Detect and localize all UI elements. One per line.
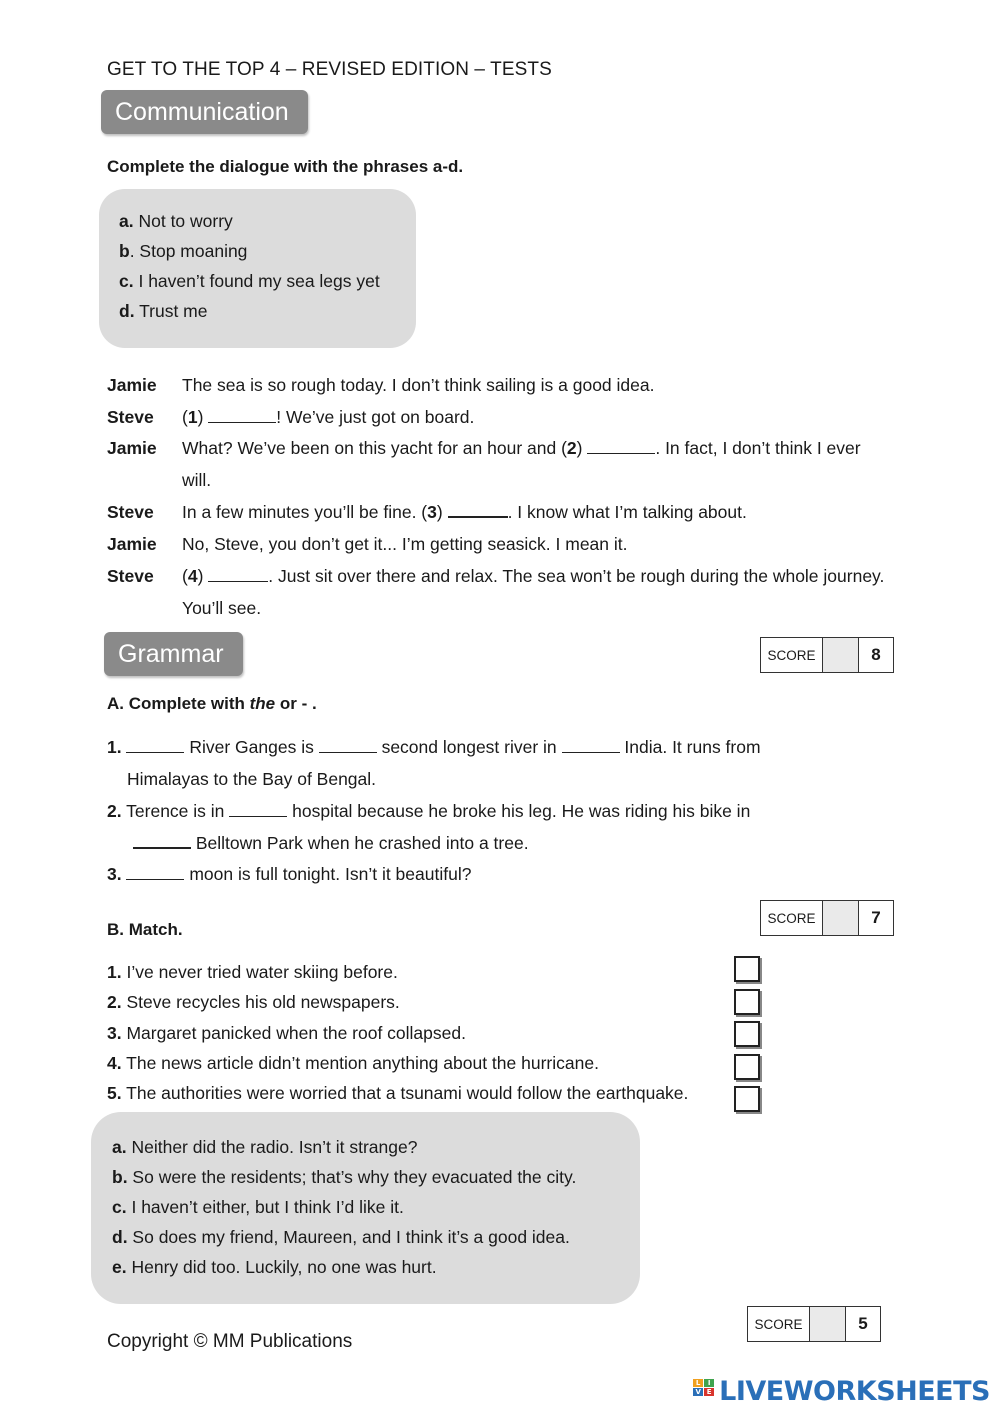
match-answer-a: a. Neither did the radio. Isn’t it strange? [112,1137,418,1157]
grammar-a-item: 1. River Ganges is second longest river in India. It runs from [107,737,761,757]
match-answer-b: b. So were the residents; that’s why they evacuated the city. [112,1167,577,1187]
answer-gap-3[interactable] [448,502,508,518]
dialogue-line: In a few minutes you’ll be fine. (3) . I know what I’m talking about. [182,502,747,522]
match-item: 3. Margaret panicked when the roof collapsed. [107,1023,466,1043]
match-item: 5. The authorities were worried that a tsunami would follow the earthquake. [107,1083,689,1103]
dialogue-line: (4) . Just sit over there and relax. The sea won’t be rough during the whole journey. [182,566,885,586]
the-gap[interactable] [229,802,287,817]
score-label: SCORE [761,638,823,672]
grammar-a-item: 3. moon is full tonight. Isn’t it beautiful? [107,864,472,884]
dialogue-speaker: Jamie [107,375,157,395]
match-answer-box[interactable] [734,956,760,982]
communication-score-box [760,637,894,673]
the-gap[interactable] [133,833,191,849]
grammar-b-score-box [747,1306,881,1342]
match-item: 4. The news article didn’t mention anything about the hurricane. [107,1053,599,1073]
worksheet-header-title: GET TO THE TOP 4 – REVISED EDITION – TESTS [107,59,552,80]
liveworksheets-logo [693,1376,990,1407]
match-answer-box[interactable] [734,1021,760,1047]
communication-instruction: Complete the dialogue with the phrases a-d. [107,157,464,176]
phrase-option-b: b. Stop moaning [119,241,248,261]
liveworksheets-logo-text: LIVEWORKSHEETS [719,1376,990,1407]
dialogue-speaker: Jamie [107,438,157,458]
the-gap[interactable] [126,865,184,880]
dialogue-line-continuation: will. [182,470,212,490]
dialogue-speaker: Jamie [107,534,157,554]
match-answer-d: d. So does my friend, Maureen, and I think it’s a good idea. [112,1227,570,1247]
phrase-option-a: a. Not to worry [119,211,233,231]
score-input[interactable] [823,638,859,672]
grammar-a-item: 2. Terence is in hospital because he broke his leg. He was riding his bike in [107,801,751,821]
match-answer-c: c. I haven’t either, but I think I’d like it. [112,1197,404,1217]
score-input[interactable] [810,1307,846,1341]
the-gap[interactable] [319,738,377,753]
dialogue-speaker: Steve [107,502,154,522]
score-input[interactable] [823,901,859,935]
grammar-a-item-continuation: Belltown Park when he crashed into a tree. [133,833,529,854]
match-answer-box[interactable] [734,1086,760,1112]
score-total: 5 [858,1314,868,1333]
phrase-option-c: c. I haven’t found my sea legs yet [119,271,380,291]
communication-section-label: Communication [101,90,308,134]
the-gap[interactable] [562,738,620,753]
score-total: 7 [871,908,881,927]
score-label: SCORE [748,1307,810,1341]
grammar-section-label: Grammar [104,632,243,676]
score-total: 8 [871,645,881,664]
match-answer-box[interactable] [734,1054,760,1080]
answer-gap-1[interactable] [208,408,276,423]
the-gap[interactable] [126,738,184,753]
match-answer-box[interactable] [734,989,760,1015]
grammar-a-score-box [760,900,894,936]
match-item: 2. Steve recycles his old newspapers. [107,992,400,1012]
grammar-b-instruction: B. Match. [107,920,183,939]
dialogue-line-continuation: You’ll see. [182,598,262,618]
dialogue-line: The sea is so rough today. I don’t think sailing is a good idea. [182,375,655,395]
grammar-a-item-continuation: Himalayas to the Bay of Bengal. [127,769,377,789]
match-item: 1. I’ve never tried water skiing before. [107,962,398,982]
dialogue-speaker: Steve [107,566,154,586]
copyright-text: Copyright © MM Publications [107,1331,353,1352]
answer-gap-2[interactable] [587,439,655,454]
dialogue-line: No, Steve, you don’t get it... I’m getting seasick. I mean it. [182,534,628,554]
dialogue-line: What? We’ve been on this yacht for an hour and (2) . In fact, I don’t think I ever [182,438,861,458]
phrase-option-d: d. Trust me [119,301,208,321]
match-answer-e: e. Henry did too. Luckily, no one was hurt. [112,1257,437,1277]
dialogue-line: (1) ! We’ve just got on board. [182,407,475,427]
grammar-a-instruction: A. Complete with the or - . [107,694,317,713]
dialogue-speaker: Steve [107,407,154,427]
score-label: SCORE [761,901,823,935]
liveworksheets-logo-icon: L I V E [693,1379,715,1405]
answer-gap-4[interactable] [208,567,268,582]
